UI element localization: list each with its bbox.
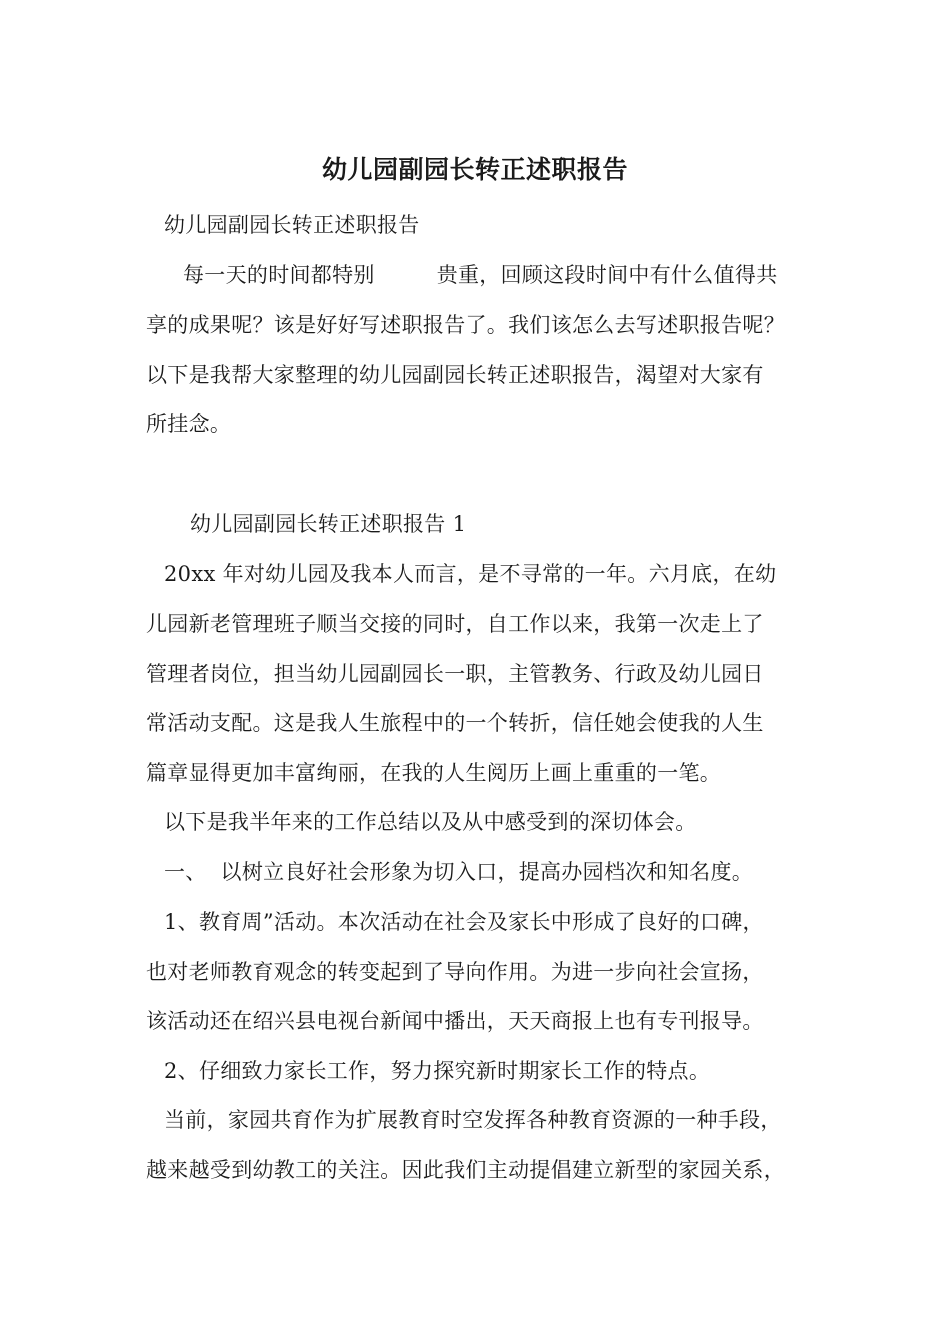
intro-line-1: [183, 260, 778, 290]
body-line: 篇章显得更加丰富绚丽，在我的人生阅历上画上重重的一笔。: [146, 761, 722, 785]
body-line: 一、 以树立良好社会形象为切入口，提高办园档次和知名度。: [164, 860, 754, 884]
body-line: 越来越受到幼教工的关注。因此我们主动提倡建立新型的家园关系，: [146, 1158, 785, 1182]
intro-line-2: 享的成果呢？该是好好写述职报告了。我们该怎么去写述职报告呢？: [146, 313, 785, 337]
body-line: 常活动支配。这是我人生旅程中的一个转折，信任她会使我的人生: [146, 711, 764, 735]
intro-line-4: 所挂念。: [146, 412, 232, 436]
document-title: 幼儿园副园长转正述职报告: [321, 155, 628, 184]
body-line: 儿园新老管理班子顺当交接的同时，自工作以来，我第一次走上了: [146, 612, 764, 636]
body-line: 也对老师教育观念的转变起到了导向作用。为进一步向社会宣扬，: [146, 960, 764, 984]
intro-line-1-part-2: 贵重，回顾这段时间中有什么值得共: [436, 263, 778, 287]
body-line: 以下是我半年来的工作总结以及从中感受到的深切体会。: [164, 810, 697, 834]
body-line: 2、仔细致力家长工作，努力探究新时期家长工作的特点。: [164, 1059, 711, 1083]
section-heading: 幼儿园副园长转正述职报告 1: [190, 512, 467, 536]
body-line: 当前，家园共育作为扩展教育时空发挥各种教育资源的一种手段，: [164, 1108, 782, 1132]
body-line: 1、教育周”活动。本次活动在社会及家长中形成了良好的口碑，: [164, 910, 764, 934]
body-line: 20xx 年对幼儿园及我本人而言，是不寻常的一年。六月底，在幼: [164, 562, 777, 586]
document-subtitle: 幼儿园副园长转正述职报告: [164, 213, 420, 237]
body-line: 该活动还在绍兴县电视台新闻中播出，天天商报上也有专刊报导。: [146, 1009, 764, 1033]
intro-line-1-part-1: 每一天的时间都特别: [183, 263, 375, 287]
body-line: 管理者岗位，担当幼儿园副园长一职，主管教务、行政及幼儿园日: [146, 662, 764, 686]
intro-line-3: 以下是我帮大家整理的幼儿园副园长转正述职报告，渴望对大家有: [146, 363, 764, 387]
